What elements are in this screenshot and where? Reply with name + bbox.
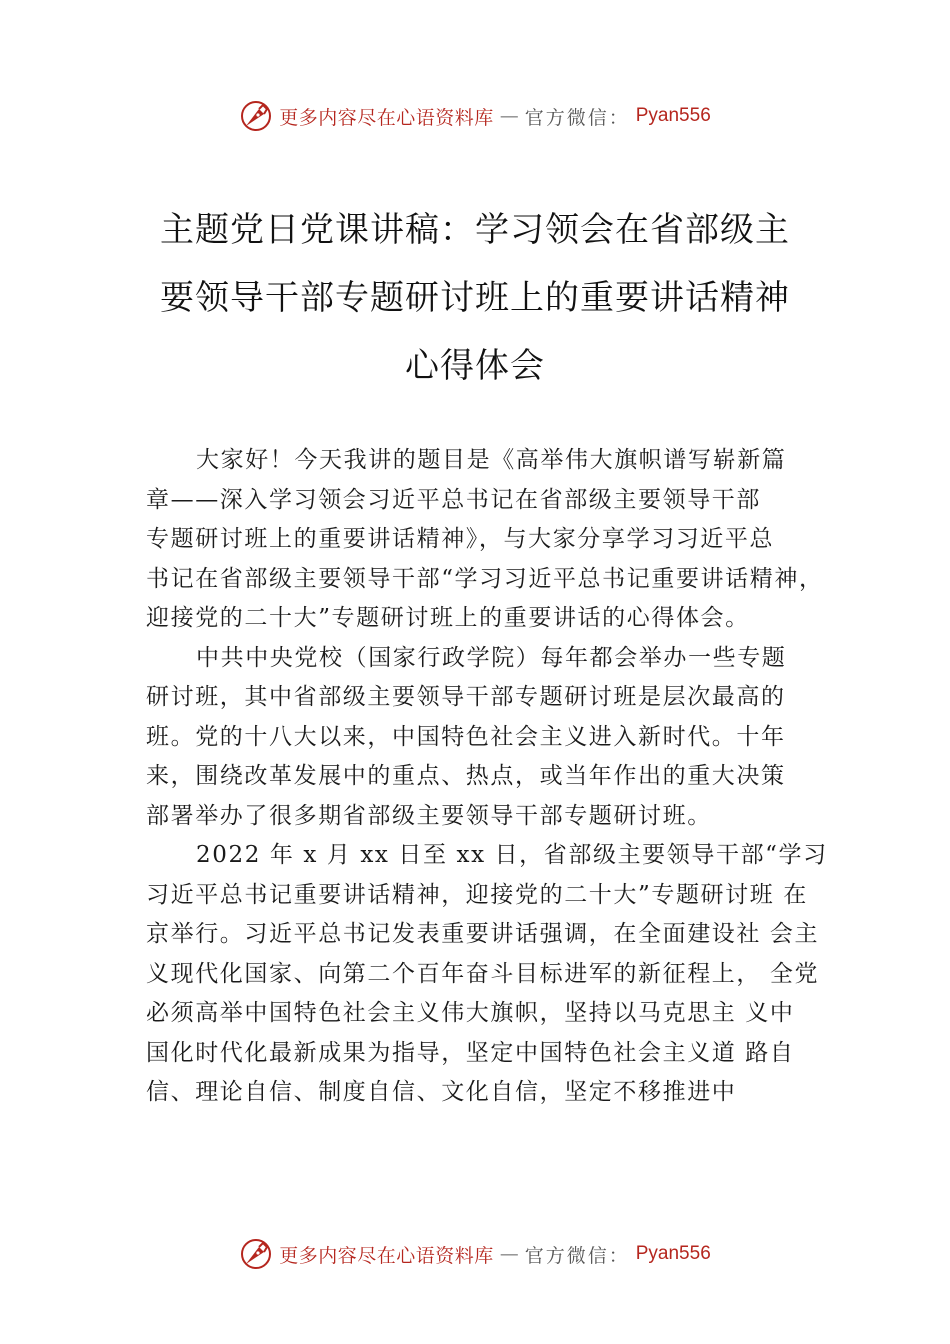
banner-separator: —: [499, 1243, 519, 1265]
body-line: 章——深入学习领会习近平总书记在省部级主要领导干部: [146, 486, 761, 513]
document-title: [150, 196, 800, 400]
fountain-pen-nib-logo-icon: [239, 99, 273, 133]
body-line: 必须高举中国特色社会主义伟大旗帜，坚持以马克思主 义中: [146, 1000, 795, 1026]
body-line: 大家好！今天我讲的题目是《高举伟大旗帜谱写崭新篇: [196, 447, 787, 473]
title-line: 要领导干部专题研讨班上的重要讲话精神: [160, 278, 790, 318]
body-line: 中共中央党校（国家行政学院）每年都会举办一些专题: [196, 644, 787, 671]
fountain-pen-nib-logo-icon: [239, 1237, 273, 1271]
banner-wechat-label: 官方微信：: [524, 106, 630, 129]
banner-wechat-label: 官方微信：: [524, 1244, 630, 1267]
body-line: 信、理论自信、制度自信、文化自信，坚定不移推进中: [146, 1079, 737, 1105]
body-line: 京举行。习近平总书记发表重要讲话强调，在全面建设社 会主: [146, 921, 820, 947]
title-line: 心得体会: [405, 346, 545, 386]
banner-wechat-id: Pyan556: [635, 1243, 711, 1264]
body-line: 书记在省部级主要领导干部“学习习近平总书记重要讲话精神，: [146, 565, 824, 592]
body-line: 习近平总书记重要讲话精神，迎接党的二十大”专题研讨班 在: [146, 881, 808, 908]
body-line: 迎接党的二十大”专题研讨班上的重要讲话的心得体会。: [146, 605, 750, 631]
body-line: 部署举办了很多期省部级主要领导干部专题研讨班。: [146, 802, 712, 829]
body-line: 班。党的十八大以来，中国特色社会主义进入新时代。十年: [146, 723, 786, 750]
document-body: [146, 441, 828, 1113]
body-line: 专题研讨班上的重要讲话精神》，与大家分享学习习近平总: [146, 526, 775, 552]
banner-site-text: 更多内容尽在心语资料库: [279, 106, 494, 129]
footer-banner: [0, 1234, 950, 1274]
header-banner: [0, 96, 950, 136]
banner-separator: —: [499, 105, 519, 127]
body-line: 义现代化国家、向第二个百年奋斗目标进军的新征程上， 全党: [146, 960, 820, 987]
title-line: 主题党日党课讲稿：学习领会在省部级主: [160, 210, 790, 250]
body-line: 来，围绕改革发展中的重点、热点，或当年作出的重大决策: [146, 763, 786, 789]
body-line: 2022 年 x 月 xx 日至 xx 日，省部级主要领导干部“学习: [196, 842, 828, 868]
body-line: 国化时代化最新成果为指导，坚定中国特色社会主义道 路自: [146, 1039, 795, 1066]
banner-wechat-id: Pyan556: [635, 105, 711, 126]
body-line: 研讨班，其中省部级主要领导干部专题研讨班是层次最高的: [146, 684, 786, 710]
banner-site-text: 更多内容尽在心语资料库: [279, 1244, 494, 1267]
